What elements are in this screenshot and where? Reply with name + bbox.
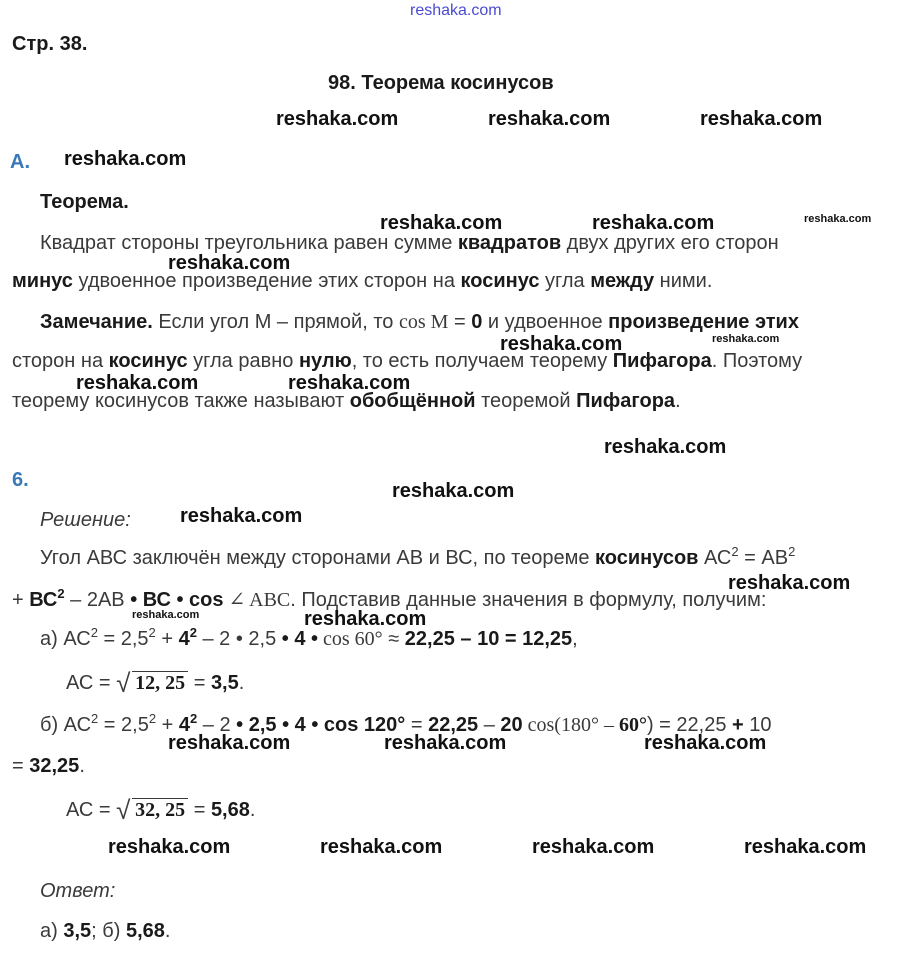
theorem-line-2: минус удвоенное произведение этих сторон на косинус угла между ними. <box>12 270 713 292</box>
watermark: reshaka.com <box>384 732 507 754</box>
watermark: reshaka.com <box>644 732 767 754</box>
remark-line-2: сторон на косинус угла равно нулю, то есть получаем теорему Пифагора. Поэтому <box>12 350 803 372</box>
sqrt-symbol: √ 12, 25 <box>116 672 188 695</box>
watermark: reshaka.com <box>76 372 199 394</box>
solution-line-2: + $ВС^2 - 2АВ$ • ВС • cos ∠ ABC. Подставив данные значения в формулу, получим: <box>12 586 767 611</box>
watermark: reshaka.com <box>108 836 231 858</box>
page-title: 98. Теорема косинусов <box>328 72 554 94</box>
watermark: reshaka.com <box>168 732 291 754</box>
theorem-line-1: Квадрат стороны треугольника равен сумме квадратов двух других его сторон <box>40 232 779 254</box>
watermark: reshaka.com <box>392 480 515 502</box>
page-label: Стр. 38. <box>12 33 88 55</box>
theorem-heading: Теорема. <box>40 191 129 213</box>
answer-label: Ответ: <box>40 880 116 902</box>
case-a-equation: а) $АС^2 = 2,5^2 + 4^2 - 2$ • 2,5 • 4 • cos 60° ≈ 22,25 – 10 = 12,25, <box>40 625 578 650</box>
remark-line-1: Замечание. Если угол М – прямой, то cos M = 0 и удвоенное произведение этих <box>40 311 799 333</box>
watermark: reshaka.com <box>180 505 303 527</box>
watermark: reshaka.com <box>700 108 823 130</box>
watermark: reshaka.com <box>604 436 727 458</box>
watermark: reshaka.com <box>288 372 411 394</box>
watermark: reshaka.com <box>728 572 851 594</box>
case-b-equation: б) $АС^2 = 2,5^2 + 4^2 - 2$ • 2,5 • 4 • cos 120° = 22,25 – 20 cos(180° – 60°) = 22,25 + 10 <box>40 711 772 736</box>
watermark: reshaka.com <box>380 212 503 234</box>
watermark-top: reshaka.com <box>410 2 502 19</box>
watermark: reshaka.com <box>132 609 200 621</box>
section-6-label: 6. <box>12 469 29 491</box>
answer-line: а) 3,5; б) 5,68. <box>40 920 171 942</box>
watermark: reshaka.com <box>64 148 187 170</box>
watermark: reshaka.com <box>804 213 872 225</box>
watermark: reshaka.com <box>168 252 291 274</box>
solution-line-1: Угол АВС заключён между сторонами АВ и ВС, по теореме косинусов $АС^2 = АВ^2$ <box>40 544 796 569</box>
watermark: reshaka.com <box>500 333 623 355</box>
watermark: reshaka.com <box>304 608 427 630</box>
watermark: reshaka.com <box>488 108 611 130</box>
watermark: reshaka.com <box>276 108 399 130</box>
watermark: reshaka.com <box>592 212 715 234</box>
watermark: reshaka.com <box>712 333 780 345</box>
case-b-result: АС = √ 32, 25 = 5,68. <box>66 795 256 825</box>
solution-label: Решение: <box>40 509 131 531</box>
watermark: reshaka.com <box>532 836 655 858</box>
watermark: reshaka.com <box>320 836 443 858</box>
sqrt-symbol: √ 32, 25 <box>116 799 188 822</box>
section-a-label: А. <box>10 151 30 173</box>
remark-line-3: теорему косинусов также называют обобщённой теоремой Пифагора. <box>12 390 681 412</box>
watermark: reshaka.com <box>744 836 867 858</box>
case-b-equation-cont: = 32,25. <box>12 755 85 777</box>
case-a-result: АС = √ 12, 25 = 3,5. <box>66 668 245 698</box>
